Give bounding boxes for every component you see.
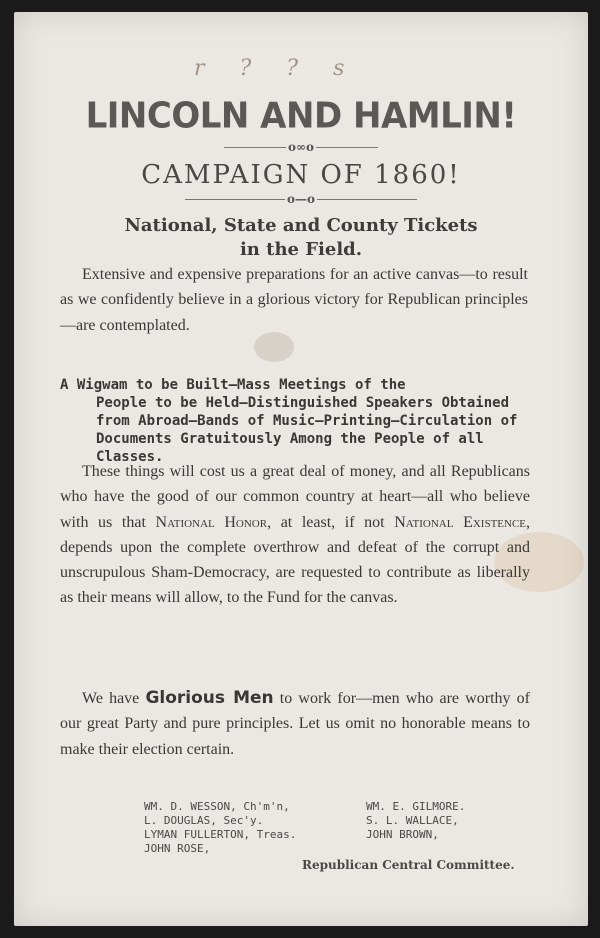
paragraph-preparations	[60, 262, 528, 338]
signer-name: L. DOUGLAS, Sec'y.	[144, 814, 264, 827]
wigwam-first-line: A Wigwam to be Built—Mass Meetings of the	[60, 377, 406, 393]
paragraph-text: , at least, if not	[267, 513, 395, 531]
glorious-men-text: Glorious Men	[145, 688, 274, 708]
ornament-rule	[14, 140, 588, 154]
tickets-heading	[14, 214, 588, 262]
ornament-glyph: o∞o	[287, 140, 314, 154]
signer-name: JOHN BROWN,	[366, 828, 439, 841]
committee-signature: Republican Central Committee.	[302, 858, 515, 872]
signer-name: JOHN ROSE,	[144, 842, 211, 855]
ornament-rule	[14, 192, 588, 206]
signer-row	[144, 842, 544, 856]
existence-text: Existence	[463, 513, 527, 531]
signer-name: WM. D. WESSON, Ch'm'n,	[144, 800, 290, 813]
national-honor-text: National Honor	[155, 513, 268, 531]
paragraph-text: Extensive and expensive preparations for an active canvas—to result as we confidently believe in a glorious victory for Republican principles—are contemplated.	[60, 266, 528, 334]
wigwam-paragraph	[60, 376, 534, 466]
signer-name: S. L. WALLACE,	[366, 814, 459, 827]
paragraph-money	[60, 459, 530, 611]
paragraph-text: We have	[82, 690, 146, 707]
headline: LINCOLN AND HAMLIN!	[85, 95, 517, 137]
national-text: National	[394, 513, 454, 531]
broadside-sheet	[14, 12, 588, 926]
campaign-title: CAMPAIGN OF 1860!	[141, 160, 461, 190]
paragraph-text: These things will cost us a great deal of money, and all Republicans who have the good of our common country at heart—all who believe with us that	[60, 463, 530, 531]
paragraph-text: to work for—men who are worthy of our great Party and pure principles. Let us omit no honorable means to make their election certain.	[60, 690, 530, 758]
signer-name: LYMAN FULLERTON, Treas.	[144, 828, 297, 841]
tickets-line-1: National, State and County Tickets	[124, 215, 478, 236]
wigwam-rest: People to be Held—Distinguished Speakers Obtained from Abroad—Bands of Music—Printing—Circulation of Documents Gratuitously Among the People of all Classes.	[96, 395, 518, 465]
signer-name: WM. E. GILMORE.	[366, 800, 466, 813]
signers-block	[144, 800, 544, 856]
tickets-line-2: in the Field.	[239, 239, 363, 260]
handwritten-annotation: r ? ? s	[194, 56, 359, 81]
paragraph-glorious-men	[60, 686, 530, 762]
signer-row	[144, 814, 544, 828]
ornament-glyph: o—o	[286, 192, 315, 206]
paragraph-text: , depends upon the complete overthrow and defeat of the corrupt and unscrupulous Sham-Democracy, are requested to contribute as liberally as their means will allow, to the Fund for the canvas.	[60, 513, 531, 607]
signer-row	[144, 828, 544, 842]
signer-row	[144, 800, 544, 814]
